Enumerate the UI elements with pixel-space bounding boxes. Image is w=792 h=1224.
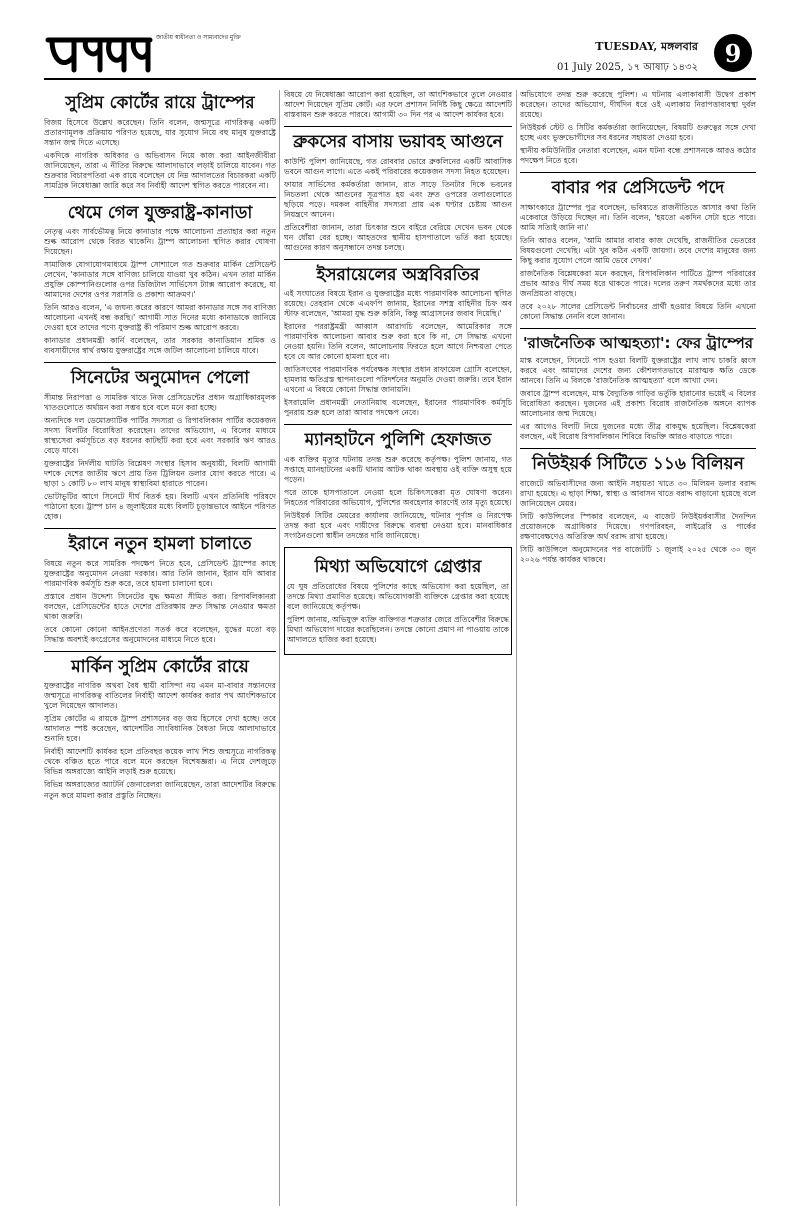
news-article bbox=[520, 172, 756, 322]
article-headline: বাবার পর প্রেসিডেন্ট পদে bbox=[551, 178, 725, 199]
article-paragraph: প্রতিবেশীরা জানান, তারা চিৎকার শুনে বাইরে বেরিয়ে দেখেন ভবন থেকে ঘন ধোঁয়া বের হচ্ছে। আহতদের স্থানীয় হাসপাতালে ভর্তি করা হয়েছে। আগুনের কারণ অনুসন্ধানে তদন্ত চলছে। bbox=[284, 222, 512, 252]
article-paragraph: ইসরায়েলি প্রধানমন্ত্রী নেতানিয়াহু বলেছেন, ইরানের পারমাণবিক কর্মসূচি পুনরায় শুরু হলে তারা আবার পদক্ষেপ নেবে। bbox=[284, 398, 512, 418]
article-paragraph: সীমান্ত নিরাপত্তা ও সামরিক খাতে নিজ প্রেসিডেন্টের প্রধান অগ্রাধিকারমূলক খাতগুলোতে অর্থায়ন করা সম্ভব হবে বলে মনে করা হচ্ছে। bbox=[44, 392, 276, 412]
column-divider bbox=[516, 90, 517, 1206]
article-paragraph: মাস্ক বলেছেন, সিনেটে পাস হওয়া বিলটি যুক্তরাষ্ট্রের লাখ লাখ চাকরি ধ্বংস করবে এবং আমাদের দেশের জন্য কৌশলগতভাবে মারাত্মক ক্ষতি ডেকে আনবে। তিনি এ বিলকে 'রাজনৈতিক আত্মহত্যা' বলে আখ্যা দেন। bbox=[520, 356, 756, 386]
article-paragraph: পুলিশ জানায়, অভিযুক্ত ব্যক্তি ব্যক্তিগত শত্রুতার জেরে প্রতিবেশীর বিরুদ্ধে মিথ্যা অভিযোগ দায়ের করেছিলেন। তদন্তে কোনো প্রমাণ না পাওয়ায় তাকে আদালতে হাজির করা হয়েছে। bbox=[287, 614, 509, 644]
article-body bbox=[44, 118, 276, 191]
column-2 bbox=[284, 90, 512, 1206]
news-article bbox=[284, 126, 512, 253]
article-paragraph: সুপ্রিম কোর্টের এ রায়কে ট্রাম্প প্রশাসনের বড় জয় হিসেবে দেখা হচ্ছে। তবে আদালত স্পষ্ট করেছেন, আদেশটির সাংবিধানিক বৈধতা নিয়ে আলাদাভাবে শুনানি হবে। bbox=[44, 714, 276, 744]
article-paragraph: তবে কোনো কোনো আইনপ্রণেতা সতর্ক করে বলেছেন, যুদ্ধের মতো বড় সিদ্ধান্ত অবশ্যই কংগ্রেসের অনুমোদনের মাধ্যমে নিতে হবে। bbox=[44, 624, 276, 644]
news-article bbox=[44, 362, 276, 522]
article-paragraph: ফায়ার সার্ভিসের কর্মকর্তারা জানান, রাত সাড়ে তিনটার দিকে ভবনের নিচতলা থেকে আগুনের সূত্রপাত হয় এবং দ্রুত ওপরের তলাগুলোতে ছড়িয়ে পড়ে। দমকল বাহিনীর সদস্যরা প্রায় এক ঘণ্টার চেষ্টায় আগুন নিয়ন্ত্রণে আনেন। bbox=[284, 179, 512, 219]
article-headline: 'রাজনৈতিক আত্মহত্যা': ফের ট্রাম্পের bbox=[523, 333, 753, 352]
article-body bbox=[44, 393, 276, 522]
article-paragraph: যে ঘুষ প্রতিরোধের বিষয়ে পুলিশের কাছে অভিযোগ করা হয়েছিল, তা তদন্তে মিথ্যা প্রমাণিত হয়েছে। অভিযোগকারী ব্যক্তিকে গ্রেপ্তার করা হয়েছে বলে জানিয়েছে কর্তৃপক্ষ। bbox=[287, 581, 509, 611]
news-article bbox=[284, 90, 512, 120]
column-3 bbox=[520, 90, 756, 1206]
article-paragraph: সিটি কাউন্সিলে অনুমোদনের পর বাজেটটি ১ জুলাই ২০২৫ থেকে ৩০ জুন ২০২৬ পর্যন্ত কার্যকর থাকবে। bbox=[520, 544, 756, 564]
news-article bbox=[284, 424, 512, 541]
article-body bbox=[44, 681, 276, 800]
article-paragraph: এই সংঘাতের বিষয়ে ইরান ও যুক্তরাষ্ট্রের মধ্যে পারমাণবিক আলোচনা স্থগিত রয়েছে। তেহরান থেকে এএফপি জানায়, ইরানের সশস্ত্র বাহিনীর চিফ অব স্টাফ বলেছেন, 'আমরা যুদ্ধ শুরু করিনি, কিন্তু আগ্রাসনের জবাব দিয়েছি।' bbox=[284, 289, 512, 319]
article-paragraph: রাজনৈতিক বিশ্লেষকেরা মনে করছেন, রিপাবলিকান পার্টিতে ট্রাম্প পরিবারের প্রভাব আরও দীর্ঘ সময় ধরে থাকতে পারে। দলের তরুণ সমর্থকদের মধ্যে তার জনপ্রিয়তা বাড়ছে। bbox=[520, 268, 756, 298]
issue-day: TUESDAY, মঙ্গলবার bbox=[595, 40, 698, 53]
article-body bbox=[520, 203, 756, 322]
article-body bbox=[287, 582, 509, 645]
article-paragraph: অন্যদিকে দল ডেমোক্র্যাটিক পার্টির সদস্যরা ও রিপাবলিকান পার্টির কয়েকজন সদস্য বিলটির বিরোধিতা করেছেন। তাদের অভিযোগ, এ বিলের মাধ্যমে স্বাস্থ্যসেবা কর্মসূচিতে বড় ধরনের কাটছাঁট করা হবে এবং সরকারি ঋণ আরও বেড়ে যাবে। bbox=[44, 415, 276, 456]
article-paragraph: সিটি কাউন্সিলের স্পিকার বলেছেন, এ বাজেট নিউইয়র্কবাসীর দৈনন্দিন প্রয়োজনকে অগ্রাধিকার দিয়েছে। গণপরিবহন, লাইব্রেরি ও পার্কের রক্ষণাবেক্ষণেও অতিরিক্ত অর্থ বরাদ্দ রাখা হয়েছে। bbox=[520, 511, 756, 541]
article-paragraph: একদিকে নাগরিক অধিকার ও অভিবাসন নিয়ে কাজ করা আইনজীবীরা জানিয়েছেন, তারা এ নীতির বিরুদ্ধে আলাদাভাবে লড়াই চালিয়ে যাবেন। গত শুক্রবার বিচারপতিরা এক রায়ে বলেছেন যে নিম্ন আদালতের বিচারকরা একটি সামগ্রিক নিষেধাজ্ঞা জারি করে সব নির্বাহী আদেশ স্থগিত করতে পারবেন না। bbox=[44, 150, 276, 190]
article-body bbox=[520, 479, 756, 565]
article-paragraph: পরে তাকে হাসপাতালে নেওয়া হলে চিকিৎসকেরা মৃত ঘোষণা করেন। নিহতের পরিবারের অভিযোগ, পুলিশের অবহেলার কারণেই তার মৃত্যু হয়েছে। bbox=[284, 488, 512, 508]
issue-date: 01 July 2025, ১৭ আষাঢ় ১৪৩২ bbox=[556, 62, 698, 73]
article-headline: মার্কিন সুপ্রিম কোর্টের রায়ে bbox=[71, 656, 249, 677]
news-article bbox=[284, 259, 512, 419]
article-paragraph: জাতিসংঘের পারমাণবিক পর্যবেক্ষক সংস্থার প্রধান রাফায়েল গ্রোসি বলেছেন, হামলায় ক্ষতিগ্রস্ত স্থাপনাগুলো পরিদর্শনের অনুমতি দেওয়া জরুরি। তবে ইরান এখনো এ বিষয়ে কোনো সিদ্ধান্ত জানায়নি। bbox=[284, 365, 512, 395]
article-headline: নিউইয়র্ক সিটিতে ১১৬ বিলিয়ন bbox=[532, 454, 744, 475]
article-paragraph: তবে ২০২৮ সালের প্রেসিডেন্ট নির্বাচনের প্রার্থী হওয়ার বিষয়ে তিনি এখনো কোনো সিদ্ধান্ত নেননি বলে জানান। bbox=[520, 301, 756, 321]
article-paragraph: কানাডার প্রধানমন্ত্রী কার্নি বলেছেন, তার সরকার কানাডিয়ান শ্রমিক ও ব্যবসায়ীদের স্বার্থ রক্ষায় যুক্তরাষ্ট্রের সঙ্গে জটিল আলোচনা চালিয়ে যাবে। bbox=[44, 336, 276, 356]
masthead-slogan: জাতীয় স্বাধীনতা ও সাম্যবাদের মুক্তি bbox=[156, 34, 241, 41]
article-paragraph: কাউন্টি পুলিশ জানিয়েছে, গত রোববার ভোরে ব্রুকলিনের একটি আবাসিক ভবনে আগুন লাগে। এতে একই পরিবারের কয়েকজন সদস্য নিহত হয়েছেন। bbox=[284, 156, 512, 176]
article-body bbox=[284, 157, 512, 253]
article-headline: ইসরায়েলের অস্ত্রবিরতির bbox=[316, 264, 480, 285]
article-paragraph: স্থানীয় কমিউনিটির নেতারা বলেছেন, এমন ঘটনা বন্ধে প্রশাসনকে আরও কঠোর পদক্ষেপ নিতে হবে। bbox=[520, 146, 756, 166]
article-paragraph: সামাজিক যোগাযোগমাধ্যমে ট্রাম্প সোশ্যালে গত শুক্রবার মার্কিন প্রেসিডেন্ট লেখেন, 'কানাডার সঙ্গে বাণিজ্য চালিয়ে যাওয়া খুব কঠিন। এখন তারা মার্কিন প্রযুক্তি কোম্পানিগুলোর ওপর ডিজিটাল সার্ভিসেস ট্যাক্স আরোপ করেছে, যা আমাদের দেশের ওপর সরাসরি ও প্রকাশ্য আক্রমণ।' bbox=[44, 260, 276, 300]
article-headline: সুপ্রিম কোর্টের রায়ে ট্রাম্পের bbox=[65, 93, 255, 113]
article-body bbox=[520, 90, 756, 166]
article-paragraph: প্রস্তাবে প্রধান উদ্দেশ্য সিনেটের যুদ্ধ ক্ষমতা সীমিত করা। রিপাবলিকানরা বলছেন, প্রেসিডেন্টের হাতে দেশের প্রতিরক্ষায় দ্রুত সিদ্ধান্ত নেওয়ার ক্ষমতা থাকা জরুরি। bbox=[44, 591, 276, 621]
article-paragraph: বাজেটে অভিবাসীদের জন্য আইনি সহায়তা খাতে ৩০ মিলিয়ন ডলার বরাদ্দ রাখা হয়েছে। এ ছাড়া শিক্ষা, স্বাস্থ্য ও আবাসন খাতে বরাদ্দ বাড়ানো হয়েছে বলে জানিয়েছেন মেয়র। bbox=[520, 478, 756, 508]
news-article bbox=[44, 197, 276, 357]
news-article bbox=[44, 528, 276, 645]
article-paragraph: তিনি আরও বলেন, 'আমি আমার বাবার কাজ দেখেছি, রাজনীতির ভেতরের বিষয়গুলো দেখেছি। এটা খুব কঠিন একটি জায়গা। তবে দেশের মানুষের জন্য কিছু করার সুযোগ পেলে আমি ভেবে দেখব।' bbox=[520, 235, 756, 265]
article-body bbox=[284, 455, 512, 541]
article-paragraph: সাক্ষাৎকারে ট্রাম্পের পুত্র বলেছেন, ভবিষ্যতে রাজনীতিতে আসার কথা তিনি একেবারে উড়িয়ে দিচ্ছেন না। তিনি বলেন, 'হয়তো একদিন সেটা হতে পারে। আমি সত্যিই জানি না।' bbox=[520, 202, 756, 232]
news-article bbox=[520, 448, 756, 565]
article-body bbox=[284, 90, 512, 120]
article-paragraph: ইরানের পররাষ্ট্রমন্ত্রী আব্বাস আরাগচি বলেছেন, আমেরিকার সঙ্গে পারমাণবিক আলোচনা আবার শুরু করা হবে কি না, সে সিদ্ধান্ত এখনো নেওয়া হয়নি। তিনি বলেন, আলোচনায় ফিরতে হলে আগে নিশ্চয়তা পেতে হবে যে আর কোনো হামলা হবে না। bbox=[284, 322, 512, 362]
article-headline: সিনেটের অনুমোদন পেলো bbox=[70, 368, 250, 389]
news-article bbox=[44, 94, 276, 191]
article-paragraph: বিভিন্ন অঙ্গরাজ্যের অ্যাটর্নি জেনারেলরা জানিয়েছেন, তারা আদেশটির বিরুদ্ধে নতুন করে মামলা করার প্রস্তুতি নিচ্ছেন। bbox=[44, 780, 276, 800]
article-paragraph: নির্বাহী আদেশটি কার্যকর হলে প্রতিবছর কয়েক লাখ শিশু জন্মসূত্রে নাগরিকত্ব থেকে বঞ্চিত হতে পারে বলে মনে করছেন বিশেষজ্ঞরা। এ নিয়ে দেশজুড়ে বিভিন্ন অঙ্গরাজ্যে আইনি লড়াই শুরু হয়েছে। bbox=[44, 747, 276, 777]
news-article bbox=[44, 651, 276, 801]
article-paragraph: তিনি আরও বলেন, 'এ জঘন্য করের কারণে আমরা কানাডার সঙ্গে সব বাণিজ্য আলোচনা এখনই বন্ধ করছি।' আগামী সাত দিনের মধ্যে কানাডাকে জানিয়ে দেওয়া হবে তাদের পণ্যে যুক্তরাষ্ট্র কী পরিমাণ শুল্ক আরোপ করবে। bbox=[44, 303, 276, 333]
article-paragraph: যুক্তরাষ্ট্রের নাগরিক অথবা বৈধ স্থায়ী বাসিন্দা নয় এমন মা-বাবার সন্তানদের জন্মসূত্রে নাগরিকত্ব বাতিলের নির্বাহী আদেশ কার্যকর করার পথ আংশিকভাবে খুলে দিয়েছেন আদালত। bbox=[44, 681, 276, 711]
news-article bbox=[284, 547, 512, 655]
article-paragraph: এক ব্যক্তির মৃত্যুর ঘটনায় তদন্ত শুরু করেছে কর্তৃপক্ষ। পুলিশ জানায়, গত সপ্তাহে ম্যানহাটনের একটি থানায় আটক থাকা অবস্থায় ওই ব্যক্তি অসুস্থ হয়ে পড়েন। bbox=[284, 455, 512, 485]
news-article bbox=[520, 90, 756, 166]
article-paragraph: ভোটাভুটির আগে সিনেটে দীর্ঘ বিতর্ক হয়। বিলটি এখন প্রতিনিধি পরিষদে পাঠানো হবে। ট্রাম্প চান ৪ জুলাইয়ের মধ্যে বিলটি চূড়ান্তভাবে আইনে পরিণত হোক। bbox=[44, 492, 276, 522]
article-body bbox=[284, 289, 512, 418]
masthead bbox=[44, 30, 756, 80]
news-article bbox=[520, 328, 756, 442]
article-body bbox=[44, 559, 276, 645]
article-paragraph: বিষয়ে নতুন করে সামরিক পদক্ষেপ নিতে হবে, প্রেসিডেন্ট ট্রাম্পের কাছে যুক্তরাষ্ট্রের অনুমোদন নেওয়া দরকার। আর তিনি জানান, ইরান যদি আবার পারমাণবিক কর্মসূচি শুরু করে, তবে হামলা চালানো হবে। bbox=[44, 558, 276, 588]
column-1 bbox=[44, 90, 276, 1206]
page-number-badge: 9 bbox=[714, 34, 752, 72]
article-paragraph: নিউইয়র্ক সিটির মেয়রের কার্যালয় জানিয়েছে, ঘটনার পূর্ণাঙ্গ ও নিরপেক্ষ তদন্ত করা হবে এবং দায়ীদের বিরুদ্ধে ব্যবস্থা নেওয়া হবে। মানবাধিকার সংগঠনগুলো স্বাধীন তদন্তের দাবি জানিয়েছে। bbox=[284, 511, 512, 541]
article-paragraph: বিষয়ে যে নিষেধাজ্ঞা আরোপ করা হয়েছিল, তা আংশিকভাবে তুলে নেওয়ার আদেশ দিয়েছেন সুপ্রিম কোর্ট। এর ফলে প্রশাসন নির্দিষ্ট কিছু ক্ষেত্রে আদেশটি বাস্তবায়ন শুরু করতে পারবে। আগামী ৩০ দিন পর এ আদেশ কার্যকর হবে। bbox=[284, 90, 512, 120]
article-headline: মিথ্যা অভিযোগে গ্রেপ্তার bbox=[314, 557, 482, 578]
article-paragraph: এর আগেও বিলটি নিয়ে দুজনের মধ্যে তীব্র বাকযুদ্ধ হয়েছিল। বিশ্লেষকেরা বলছেন, এই বিরোধ রিপাবলিকান শিবিরে বিভক্তি আরও বাড়াতে পারে। bbox=[520, 422, 756, 442]
article-paragraph: বিজয় হিসেবে উল্লেখ করেছেন। তিনি বলেন, জন্মসূত্রে নাগরিকত্ব একটি প্রতারণামূলক প্রক্রিয়ায় পরিণত হয়েছে, যার সুযোগ নিয়ে বহু মানুষ যুক্তরাষ্ট্রে সন্তান জন্ম দিতে এসেছে। bbox=[44, 117, 276, 147]
column-divider bbox=[279, 90, 280, 1206]
article-headline: থেমে গেল যুক্তরাষ্ট্র-কানাডা bbox=[67, 202, 253, 223]
article-headline: ইরানে নতুন হামলা চালাতে bbox=[68, 534, 252, 555]
article-headline: ব্রুকসের বাসায় ভয়াবহ আগুনে bbox=[293, 132, 503, 153]
article-headline: ম্যানহাটনে পুলিশি হেফাজত bbox=[304, 430, 492, 451]
article-paragraph: জবাবে ট্রাম্প বলেছেন, মাস্ক বৈদ্যুতিক গাড়ির ভর্তুকি হারানোর ভয়েই এ বিলের বিরোধিতা করছেন। দুজনের এই প্রকাশ্য বিরোধ রাজনৈতিক অঙ্গনে ব্যাপক আলোচনার জন্ম দিয়েছে। bbox=[520, 389, 756, 419]
article-body bbox=[44, 227, 276, 356]
article-body bbox=[520, 356, 756, 442]
newspaper-logo bbox=[44, 30, 154, 74]
article-paragraph: নেতৃত্ব এবং সার্বভৌমত্ব নিয়ে কানাডার পক্ষে আলোচনা প্রত্যাহার করা নতুন শুল্ক আরোপ থেকে বিরত থাকেনি। ট্রাম্প আলোচনা স্থগিত করার ঘোষণা দিয়েছেন। bbox=[44, 227, 276, 257]
article-paragraph: নিউইয়র্ক স্টেট ও সিটির কর্মকর্তারা জানিয়েছেন, বিষয়টি গুরুত্বের সঙ্গে দেখা হচ্ছে এবং ভুক্তভোগীদের সব ধরনের সহায়তা দেওয়া হবে। bbox=[520, 123, 756, 143]
article-paragraph: অভিযোগে তদন্ত শুরু করেছে পুলিশ। এ ঘটনায় এলাকাবাসী উদ্বেগ প্রকাশ করেছেন। তাদের অভিযোগ, দীর্ঘদিন ধরে ওই এলাকায় নিরাপত্তাব্যবস্থা দুর্বল রয়েছে। bbox=[520, 90, 756, 120]
dateline bbox=[557, 38, 698, 77]
article-paragraph: যুক্তরাষ্ট্রের নির্দলীয় ঘাটতি বিশ্লেষণ সংস্থার হিসাব অনুযায়ী, বিলটি আগামী দশকে দেশের জাতীয় ঋণে প্রায় তিন ট্রিলিয়ন ডলার যোগ করতে পারে। এ ছাড়া ১ কোটি ৮০ লাখ মানুষ স্বাস্থ্যবিমা হারাতে পারেন। bbox=[44, 459, 276, 489]
